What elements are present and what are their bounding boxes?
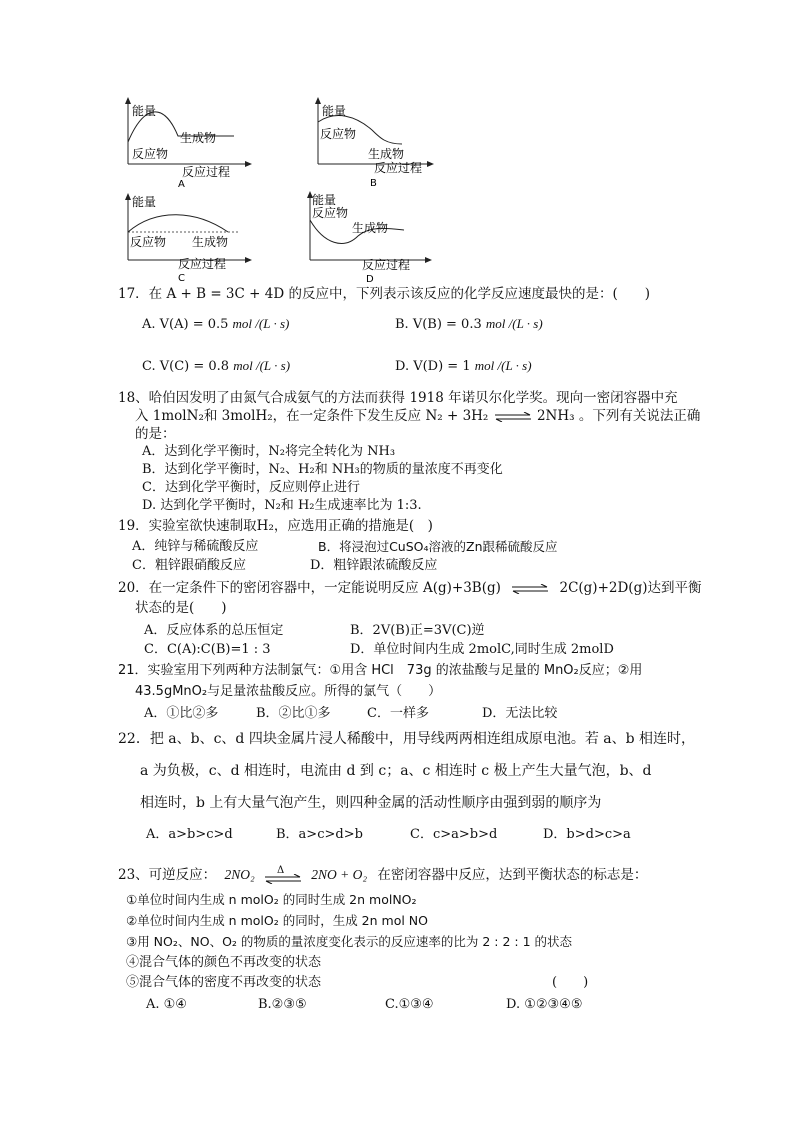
diagram-c-ylabel: 能量 — [132, 195, 157, 209]
diagram-b-xlabel: 反应过程 — [374, 161, 423, 175]
q20-line1 — [118, 579, 701, 597]
diagram-d-ylabel: 能量 — [312, 193, 337, 207]
q22-line2: a 为负极，c、d 相连时，电流由 d 到 c；a、c 相连时 c 极上产生大量气泡，b、d — [140, 763, 652, 779]
q22-line1: 22．把 a、b、c、d 四块金属片浸人稀酸中，用导线两两相连组成原电池。若 a、b 相连时， — [118, 731, 696, 747]
q17-option-a[interactable] — [142, 315, 289, 334]
q21-option-c[interactable]: C．一样多 — [367, 706, 429, 721]
diagram-c-xlabel: 反应过程 — [178, 257, 227, 271]
diagram-d-xlabel: 反应过程 — [362, 258, 411, 272]
q17-option-d-text: D. V(D) = 1 — [395, 359, 471, 374]
equilibrium-arrow-icon — [263, 874, 303, 884]
q22-option-d[interactable]: D．b>d>c>a — [543, 827, 631, 842]
q17-unit-c: mol /(L · s) — [233, 358, 291, 373]
diagram-c-reactant: 反应物 — [130, 235, 167, 249]
q17-unit-d: mol /(L · s) — [474, 358, 532, 373]
q18-line2a: 入 1molN₂和 3molH₂，在一定条件下发生反应 N₂ + 3H₂ — [135, 408, 489, 424]
q23-option-b[interactable]: B.②③⑤ — [258, 997, 307, 1012]
q17-stem: 17．在 A + B = 3C + 4D 的反应中，下列表示该反应的化学反应速度最快的是：( ) — [118, 286, 650, 302]
q19-option-a[interactable]: A．纯锌与稀硫酸反应 — [132, 539, 259, 554]
q19-option-c[interactable]: C．粗锌跟硝酸反应 — [132, 558, 246, 573]
q20-option-d[interactable]: D．单位时间内生成 2molC,同时生成 2molD — [350, 642, 614, 657]
diagram-a-ylabel: 能量 — [132, 104, 157, 118]
q23-option-c[interactable]: C.①③④ — [385, 997, 434, 1012]
diagram-d-reactant: 反应物 — [312, 206, 349, 220]
q18-option-c[interactable]: C．达到化学平衡时，反应则停止进行 — [142, 480, 360, 495]
q23-statement-3: ③用 NO₂、NO、O₂ 的物质的量浓度变化表示的反应速率的比为 2 : 2 : 1 的状态 — [126, 934, 573, 949]
q23-prefix: 23、可逆反应： — [118, 867, 217, 883]
q23-statement-1: ①单位时间内生成 n molO₂ 的同时生成 2n molNO₂ — [126, 892, 417, 907]
q23-heat-symbol: Δ — [276, 864, 285, 876]
q17-unit-b: mol /(L · s) — [485, 316, 543, 331]
q22-option-b[interactable]: B．a>c>d>b — [276, 827, 363, 842]
q23-rhs: 2NO + O₂ — [311, 867, 368, 882]
diagram-a-letter: A — [178, 179, 185, 188]
q23-stem — [118, 866, 647, 884]
diagram-a-reactant: 反应物 — [132, 147, 169, 161]
equilibrium-arrow-icon — [493, 412, 533, 422]
q18-line1: 18、哈伯因发明了由氮气合成氨气的方法而获得 1918 年诺贝尔化学奖。现向一密闭容器中充 — [118, 390, 678, 406]
q18-option-b[interactable]: B．达到化学平衡时，N₂、H₂和 NH₃的物质的量浓度不再变化 — [142, 462, 503, 477]
q21-line1: 21．实验室用下列两种方法制氯气：①用含 HCl 73g 的浓盐酸与足量的 MnO₂反应；②用 — [118, 663, 643, 678]
q22-line3: 相连时，b 上有大量气泡产生，则四种金属的活动性顺序由强到弱的顺序为 — [140, 795, 602, 811]
q21-option-a[interactable]: A．①比②多 — [144, 706, 219, 721]
diagram-c-letter: C — [178, 273, 185, 284]
diagram-b-letter: B — [370, 178, 377, 188]
q20-line1b: 2C(g)+2D(g)达到平衡 — [559, 580, 702, 596]
q20-line1a: 20．在一定条件下的密闭容器中，一定能说明反应 A(g)+3B(g) — [118, 580, 501, 596]
q21-option-d[interactable]: D．无法比较 — [482, 706, 558, 721]
q23-arrow — [261, 864, 305, 883]
diagram-b-reactant: 反应物 — [320, 127, 357, 141]
q23-statement-5: ⑤混合气体的密度不再改变的状态 — [126, 975, 322, 990]
q18-option-d[interactable]: D. 达到化学平衡时，N₂和 H₂生成速率比为 1:3. — [142, 498, 422, 513]
q17-option-c-text: C. V(C) = 0.8 — [142, 359, 230, 374]
q20-line2: 状态的是( ) — [135, 600, 227, 616]
q20-option-a[interactable]: A．反应体系的总压恒定 — [144, 623, 284, 638]
q23-suffix: 在密闭容器中反应，达到平衡状态的标志是： — [377, 867, 648, 883]
diagram-d-product: 生成物 — [352, 221, 389, 235]
q19-option-d[interactable]: D．粗锌跟浓硫酸反应 — [310, 558, 438, 573]
energy-diagram-a — [116, 96, 256, 188]
diagram-b-ylabel: 能量 — [322, 104, 347, 118]
q18-option-a[interactable]: A．达到化学平衡时，N₂将完全转化为 NH₃ — [142, 444, 396, 459]
q18-line2 — [135, 407, 700, 425]
q23-statement-4: ④混合气体的颜色不再改变的状态 — [126, 955, 322, 970]
q23-lhs: 2NO₂ — [224, 867, 255, 882]
q23-statement-2: ②单位时间内生成 n molO₂ 的同时，生成 2n mol NO — [126, 913, 428, 928]
q21-line2: 43.5gMnO₂与足量浓盐酸反应。所得的氯气（ ） — [135, 684, 442, 699]
q22-option-c[interactable]: C．c>a>b>d — [410, 827, 498, 842]
q21-option-b[interactable]: B．②比①多 — [256, 706, 331, 721]
equilibrium-arrow-icon — [505, 584, 555, 594]
q20-option-c[interactable]: C．C(A):C(B)=1 : 3 — [144, 642, 271, 657]
q17-option-c[interactable] — [142, 357, 290, 376]
q17-option-b-text: B. V(B) = 0.3 — [395, 317, 482, 332]
q18-line2b: 2NH₃ 。下列有关说法正确 — [536, 408, 701, 424]
diagram-b-product: 生成物 — [368, 147, 405, 161]
energy-diagram-b — [306, 96, 446, 188]
q20-option-b[interactable]: B．2V(B)正=3V(C)逆 — [350, 623, 485, 638]
q22-option-a[interactable]: A．a>b>c>d — [146, 827, 233, 842]
q23-option-d[interactable]: D. ①②③④⑤ — [506, 997, 583, 1012]
q23-option-a[interactable]: A. ①④ — [146, 997, 187, 1012]
q19-stem: 19．实验室欲快速制取H₂，应选用正确的措施是( ) — [118, 518, 433, 534]
q19-option-b[interactable]: B．将浸泡过CuSO₄溶液的Zn跟稀硫酸反应 — [318, 539, 558, 554]
q17-option-a-text: A. V(A) = 0.5 — [142, 317, 229, 332]
q17-option-b[interactable] — [395, 315, 543, 334]
diagram-a-xlabel: 反应过程 — [182, 165, 231, 179]
diagram-a-product: 生成物 — [180, 131, 217, 145]
diagram-c-product: 生成物 — [192, 235, 229, 249]
diagram-d-letter: D — [366, 274, 374, 284]
q17-unit-a: mol /(L · s) — [232, 316, 290, 331]
q17-option-d[interactable] — [395, 357, 532, 376]
q18-line3: 的是： — [135, 426, 176, 442]
energy-diagram-c — [116, 192, 256, 284]
energy-diagram-d — [300, 190, 440, 284]
q23-answer-blank[interactable]: ( ) — [552, 975, 589, 990]
